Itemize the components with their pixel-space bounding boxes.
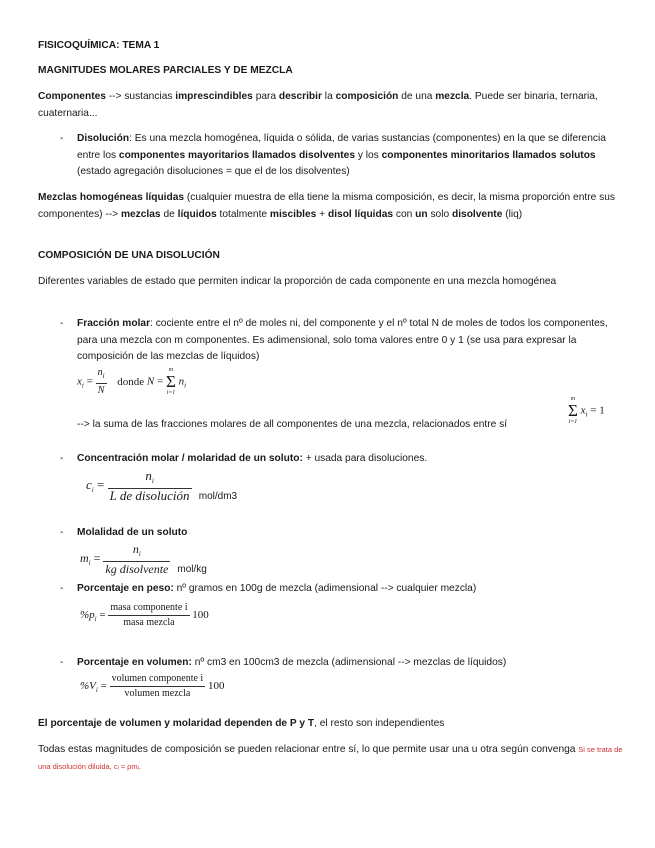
section-title: MAGNITUDES MOLARES PARCIALES Y DE MEZCLA bbox=[38, 65, 293, 76]
molalidad-item: Molalidad de un soluto bbox=[77, 527, 188, 538]
fraccion-molar-item: Fracción molar: cociente entre el nº de moles ni, del componente y el nº total N de moles de todos los componentes, para una mezcla con m componentes. Es adimensional, solo toma valores entre 0 y 1 (se usa para expresar la composición de las mezclas de líquidos) bbox=[77, 318, 608, 362]
concentracion-formula: $c_i$ = $\frac{n_i}{\text{L de disolución}}$ $_{mol/dm3}$ bbox=[86, 468, 238, 503]
final-paragraph: Todas estas magnitudes de composición se pueden relacionar entre sí, lo que permite usar una u otra según convenga Si se trata de una disolución diluida, cᵢ ≈ ρmᵢ. bbox=[38, 744, 623, 771]
bullet-dash: - bbox=[60, 657, 64, 668]
bullet-dash: - bbox=[60, 453, 64, 464]
composicion-heading: COMPOSICIÓN DE UNA DISOLUCIÓN bbox=[38, 250, 220, 261]
fraccion-molar-formula: $x_i$ = $\frac{n_i}{N}$ donde N = m Σ i=1 $n_i$ bbox=[77, 367, 187, 396]
molalidad-formula: $m_i$ = $\frac{n_i}{\text{kg disolvente}}$ $_{mol/kg}$ bbox=[80, 542, 207, 576]
bullet-dash: - bbox=[60, 583, 64, 594]
bullet-dash: - bbox=[60, 133, 64, 144]
suma-fracciones-text: --> la suma de las fracciones molares de all componentes de una mezcla, relacionados entre sí bbox=[77, 419, 508, 430]
bullet-dash: - bbox=[60, 527, 64, 538]
concentracion-molar-item: Concentración molar / molaridad de un soluto: + usada para disoluciones. bbox=[77, 453, 428, 464]
porcentaje-volumen-item: Porcentaje en volumen: nº cm3 en 100cm3 de mezcla (adimensional --> mezclas de líquidos) bbox=[77, 657, 507, 668]
porcentaje-peso-formula: $\%p_i$ = $\frac{\text{masa componente i}}{\text{masa mezcla}}$ 100 bbox=[80, 602, 209, 628]
suma-fracciones-formula: m Σ i=1 $x_i = 1$ bbox=[568, 396, 605, 425]
componentes-paragraph: Componentes --> sustancias imprescindibles para describir la composición de una mezcla. Puede ser binaria, ternaria, cuaternaria... bbox=[38, 91, 598, 119]
dependen-paragraph: El porcentaje de volumen y molaridad dependen de P y T, el resto son independientes bbox=[38, 718, 445, 729]
mezclas-paragraph: Mezclas homogéneas líquidas (cualquier muestra de ella tiene la misma composición, es decir, la misma proporción entre sus componentes) --> mezclas de líquidos totalmente miscibles + disol líquidas con un solo disolvente (liq) bbox=[38, 192, 615, 220]
porcentaje-peso-item: Porcentaje en peso: nº gramos en 100g de mezcla (adimensional --> cualquier mezcla) bbox=[77, 583, 477, 594]
variables-paragraph: Diferentes variables de estado que permiten indicar la proporción de cada componente en una mezcla homogénea bbox=[38, 276, 557, 287]
red-note: Si se trata de una disolución diluida, cᵢ ≈ ρmᵢ. bbox=[38, 745, 623, 771]
document-title: FISICOQUÍMICA: TEMA 1 bbox=[38, 40, 160, 51]
disolucion-item: Disolución: Es una mezcla homogénea, líquida o sólida, de varias sustancias (componentes) en la que se diferencia entre los componentes mayoritarios llamados disolventes y los componentes minoritarios llamados solutos (estado agregación disoluciones = que el de los disolventes) bbox=[77, 133, 606, 177]
bullet-dash: - bbox=[60, 318, 64, 329]
porcentaje-volumen-formula: $\%V_i$ = $\frac{\text{volumen componente i}}{\text{volumen mezcla}}$ 100 bbox=[80, 673, 225, 699]
